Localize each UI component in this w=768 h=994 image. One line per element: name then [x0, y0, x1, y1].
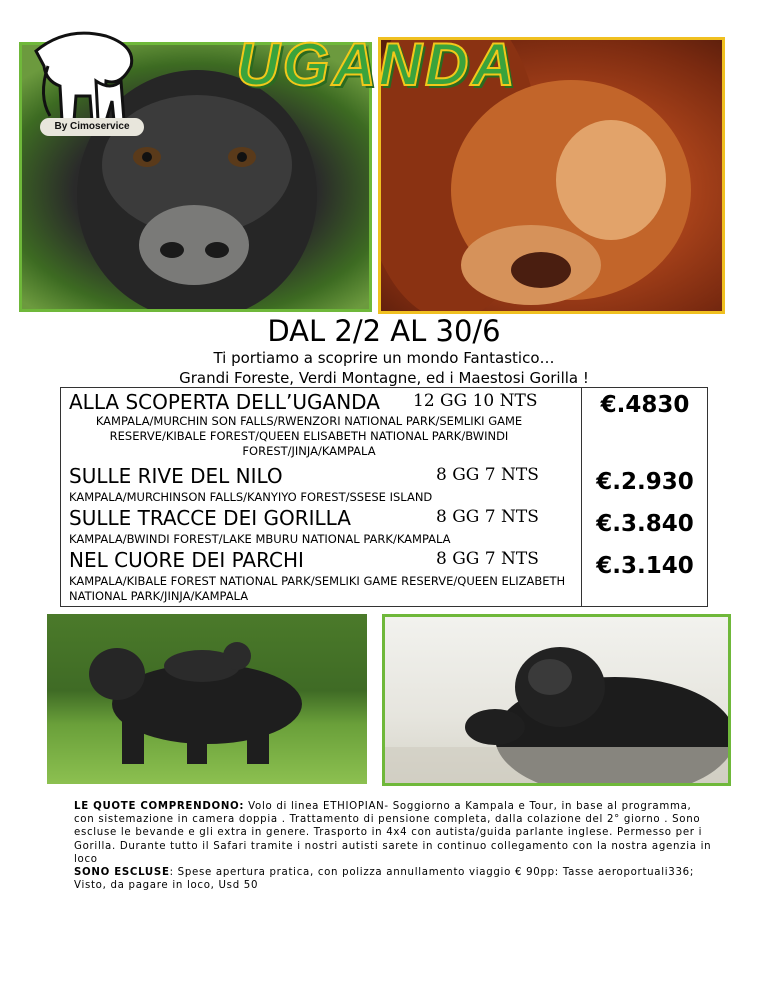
tour-name: SULLE RIVE DEL NILO [69, 464, 283, 488]
tour-route: KAMPALA/MURCHINSON FALLS/KANYIYO FOREST/SSESE ISLAND [69, 490, 433, 504]
tour-name: ALLA SCOPERTA DELL’UGANDA [69, 390, 380, 414]
tour-route: KAMPALA/KIBALE FOREST NATIONAL PARK/SEMLIKI GAME RESERVE/QUEEN ELIZABETH NATIONAL PARK/JINJA/KAMPALA [69, 574, 566, 603]
tour-route: KAMPALA/MURCHIN SON FALLS/RWENZORI NATIONAL PARK/SEMLIKI GAME RESERVE/KIBALE FOREST/QUEEN ELISABETH NATIONAL PARK/BWINDI FOREST/JINJA/KAMPALA [95, 414, 523, 458]
logo-caption: By Cimoservice [40, 118, 144, 136]
tour-price: €.3.140 [596, 553, 694, 579]
tour-duration: 8 GG 7 NTS [436, 465, 539, 485]
included-label: LE QUOTE COMPRENDONO: [74, 801, 245, 812]
excluded-text: : Spese apertura pratica, con polizza annullamento viaggio € 90pp: Tasse aeroportuali336; Visto, da pagare in loco, Usd 50 [74, 867, 694, 892]
gorilla-mother-photo [47, 614, 367, 784]
page-title: UGANDA [236, 31, 518, 98]
tour-price: €.4830 [600, 392, 690, 418]
tour-name: NEL CUORE DEI PARCHI [69, 548, 304, 572]
tour-name: SULLE TRACCE DEI GORILLA [69, 506, 351, 530]
notes-section [74, 800, 714, 892]
intro-line-1: Ti portiamo a scoprire un mondo Fantastico… [213, 349, 555, 367]
excluded-label: SONO ESCLUSE [74, 867, 170, 879]
tour-price: €.2.930 [596, 469, 694, 495]
tour-duration: 12 GG 10 NTS [413, 391, 538, 411]
tour-duration: 8 GG 7 NTS [436, 507, 539, 527]
tours-table [60, 387, 708, 607]
travel-dates: DAL 2/2 AL 30/6 [267, 314, 501, 348]
tour-route: KAMPALA/BWINDI FOREST/LAKE MBURU NATIONAL PARK/KAMPALA [69, 532, 451, 546]
silverback-gorilla-photo [382, 614, 731, 786]
tour-price: €.3.840 [596, 511, 694, 537]
intro-line-2: Grandi Foreste, Verdi Montagne, ed i Maestosi Gorilla ! [179, 369, 589, 387]
included-text: Volo di linea ETHIOPIAN- Soggiorno a Kampala e Tour, in base al programma, con sistemazione in camera doppia . Trattamento di pensione completa, dalla colazione del 2° giorno . Sono escluse le bevande e gli extra in genere. Trasporto in 4x4 con autista/guida parlante inglese. Permesso per i Gorilla. Durante tutto il Safari tramite i nostri autisti sarete in continuo collegamento con la nostra agenzia in loco [74, 801, 712, 865]
tour-duration: 8 GG 7 NTS [436, 549, 539, 569]
